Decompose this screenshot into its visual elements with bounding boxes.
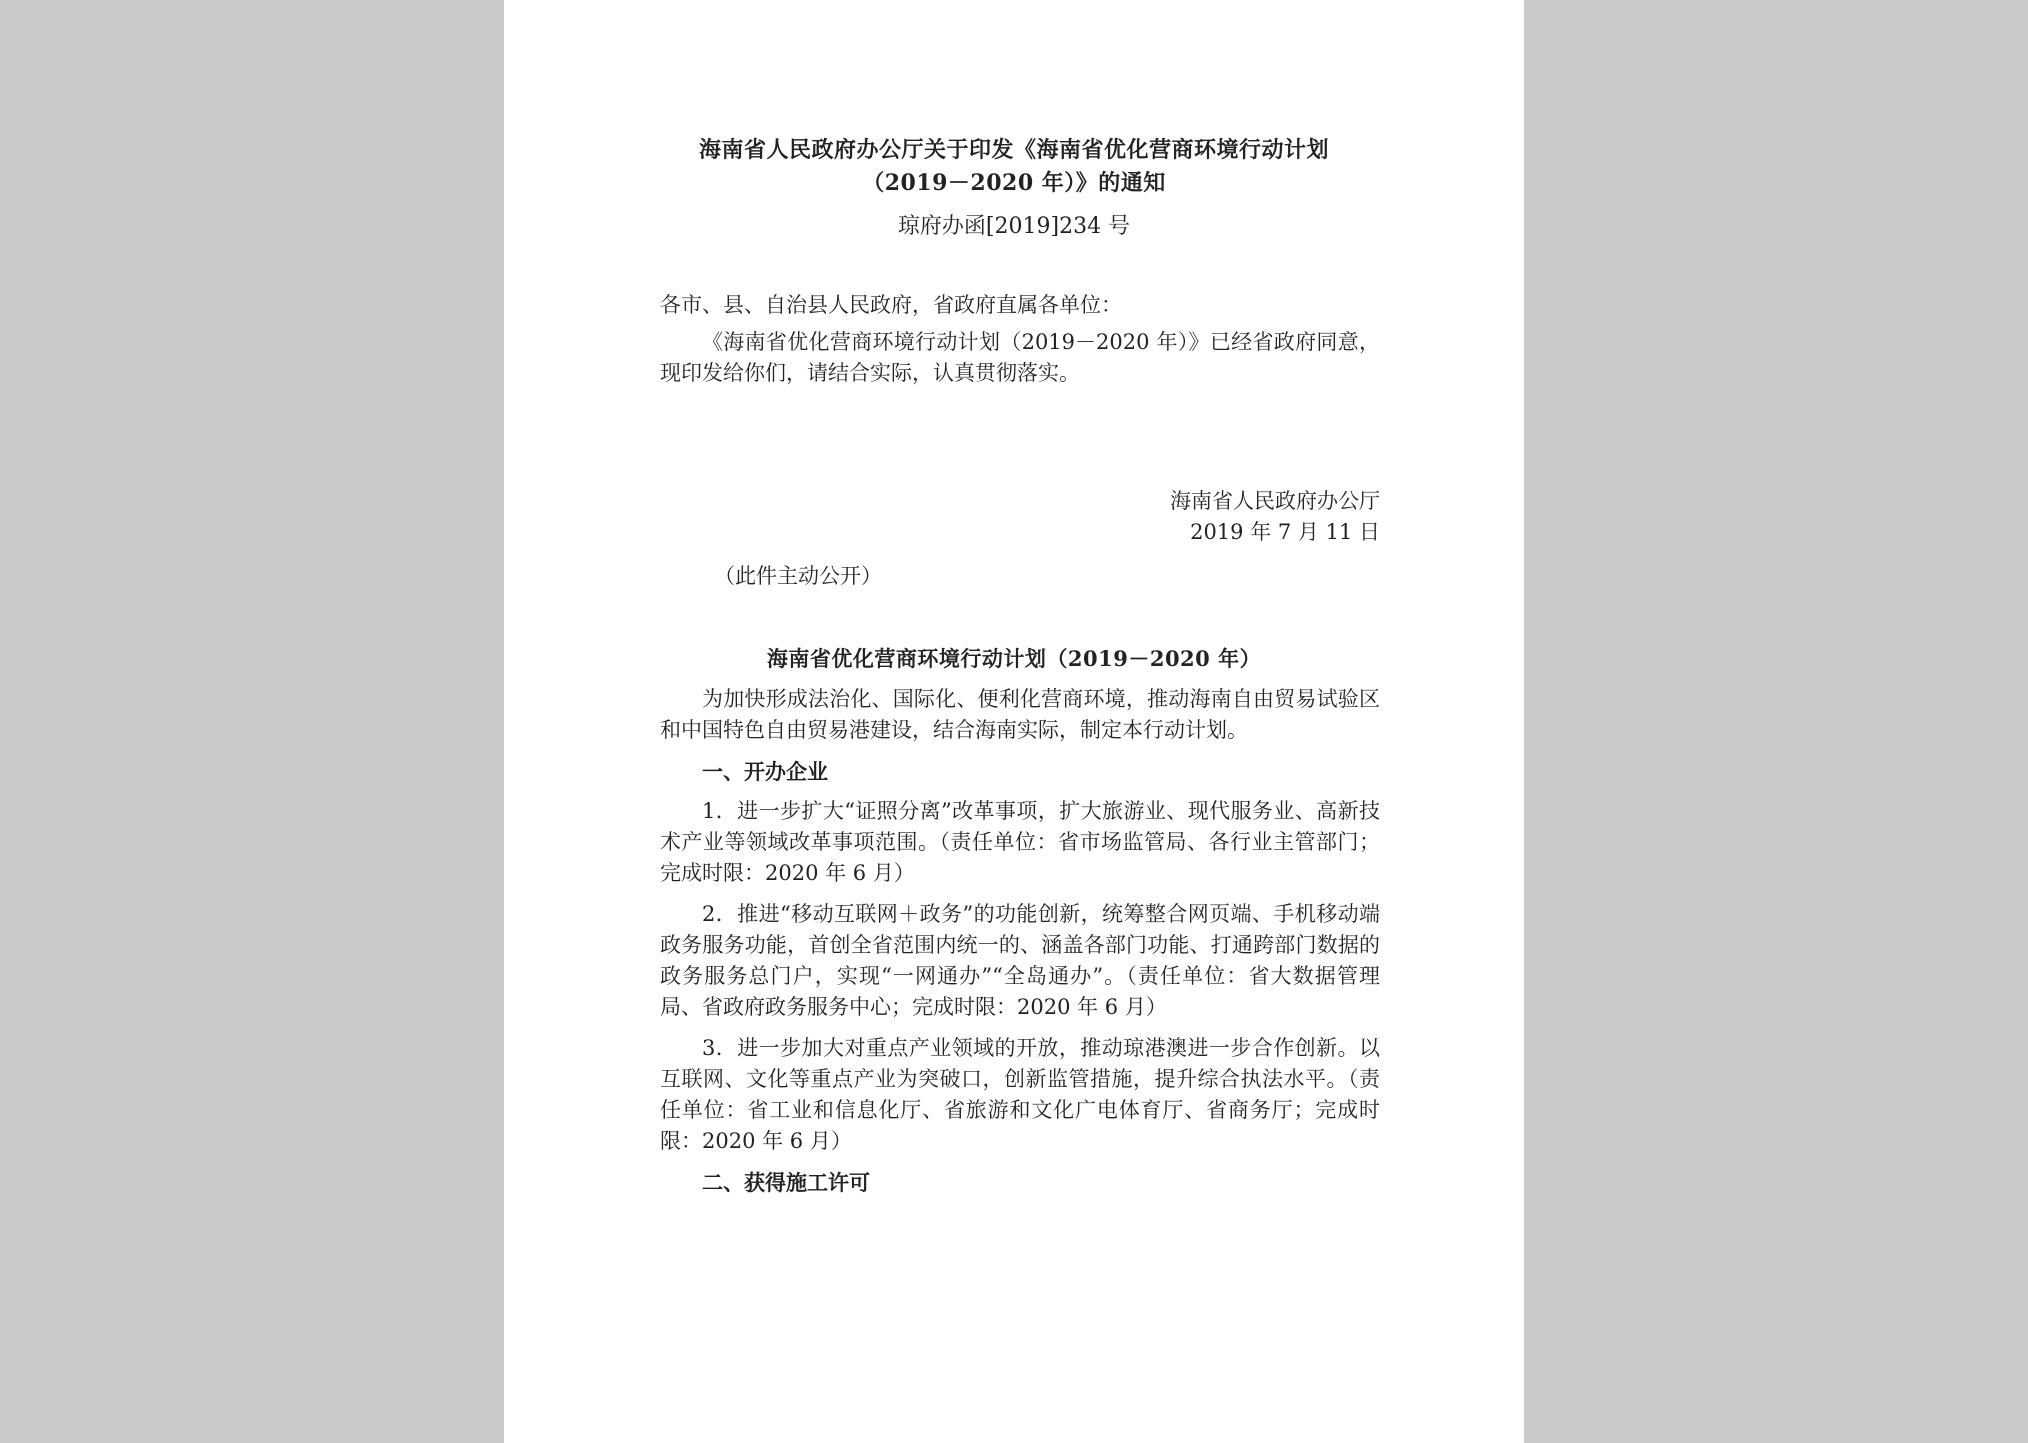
notice-body-paragraph: 《海南省优化营商环境行动计划（2019－2020 年）》已经省政府同意，现印发给你们，请结合实际，认真贯彻落实。 — [660, 330, 1380, 385]
addressee: 各市、县、自治县人民政府，省政府直属各单位： — [660, 293, 1122, 317]
plan-item-3: 3．进一步加大对重点产业领域的开放，推动琼港澳进一步合作创新。以互联网、文化等重点产业为突破口，创新监管措施，提升综合执法水平。（责任单位：省工业和信息化厅、省旅游和文化广电体育厅、省商务厅；完成时限：2020 年 6 月） — [660, 1036, 1380, 1153]
plan-body — [660, 684, 1380, 1197]
plan-title: 海南省优化营商环境行动计划（2019－2020 年） — [766, 646, 1262, 671]
notice-title-line2: （2019－2020 年）》的通知 — [862, 170, 1166, 196]
plan-item-2: 2．推进“移动互联网＋政务”的功能创新，统筹整合网页端、手机移动端政务服务功能，首创全省范围内统一的、涵盖各部门功能、打通跨部门数据的政务服务总门户，实现“一网通办”“全岛通办”。（责任单位：省大数据管理局、省政府政务服务中心；完成时限：2020 年 6 月） — [660, 902, 1380, 1019]
document-page — [504, 0, 1524, 1443]
section-heading-construction-permit: 二、获得施工许可 — [702, 1170, 870, 1195]
plan-intro-paragraph: 为加快形成法治化、国际化、便利化营商环境，推动海南自由贸易试验区和中国特色自由贸易港建设，结合海南实际，制定本行动计划。 — [660, 687, 1380, 742]
plan-item-1: 1．进一步扩大“证照分离”改革事项，扩大旅游业、现代服务业、高新技术产业等领域改革事项范围。（责任单位：省市场监管局、各行业主管部门；完成时限：2020 年 6 月） — [660, 799, 1380, 885]
notice-title-line1: 海南省人民政府办公厅关于印发《海南省优化营商环境行动计划 — [698, 137, 1329, 163]
signature-block — [1170, 486, 1380, 548]
signature-date: 2019 年 7 月 11 日 — [1190, 520, 1380, 544]
section-heading-start-business: 一、开办企业 — [702, 759, 828, 784]
public-disclosure-note: （此件主动公开） — [714, 564, 882, 588]
document-number: 琼府办函[2019]234 号 — [897, 214, 1131, 239]
signature-org: 海南省人民政府办公厅 — [1170, 489, 1380, 513]
addressee-block — [660, 290, 1380, 389]
